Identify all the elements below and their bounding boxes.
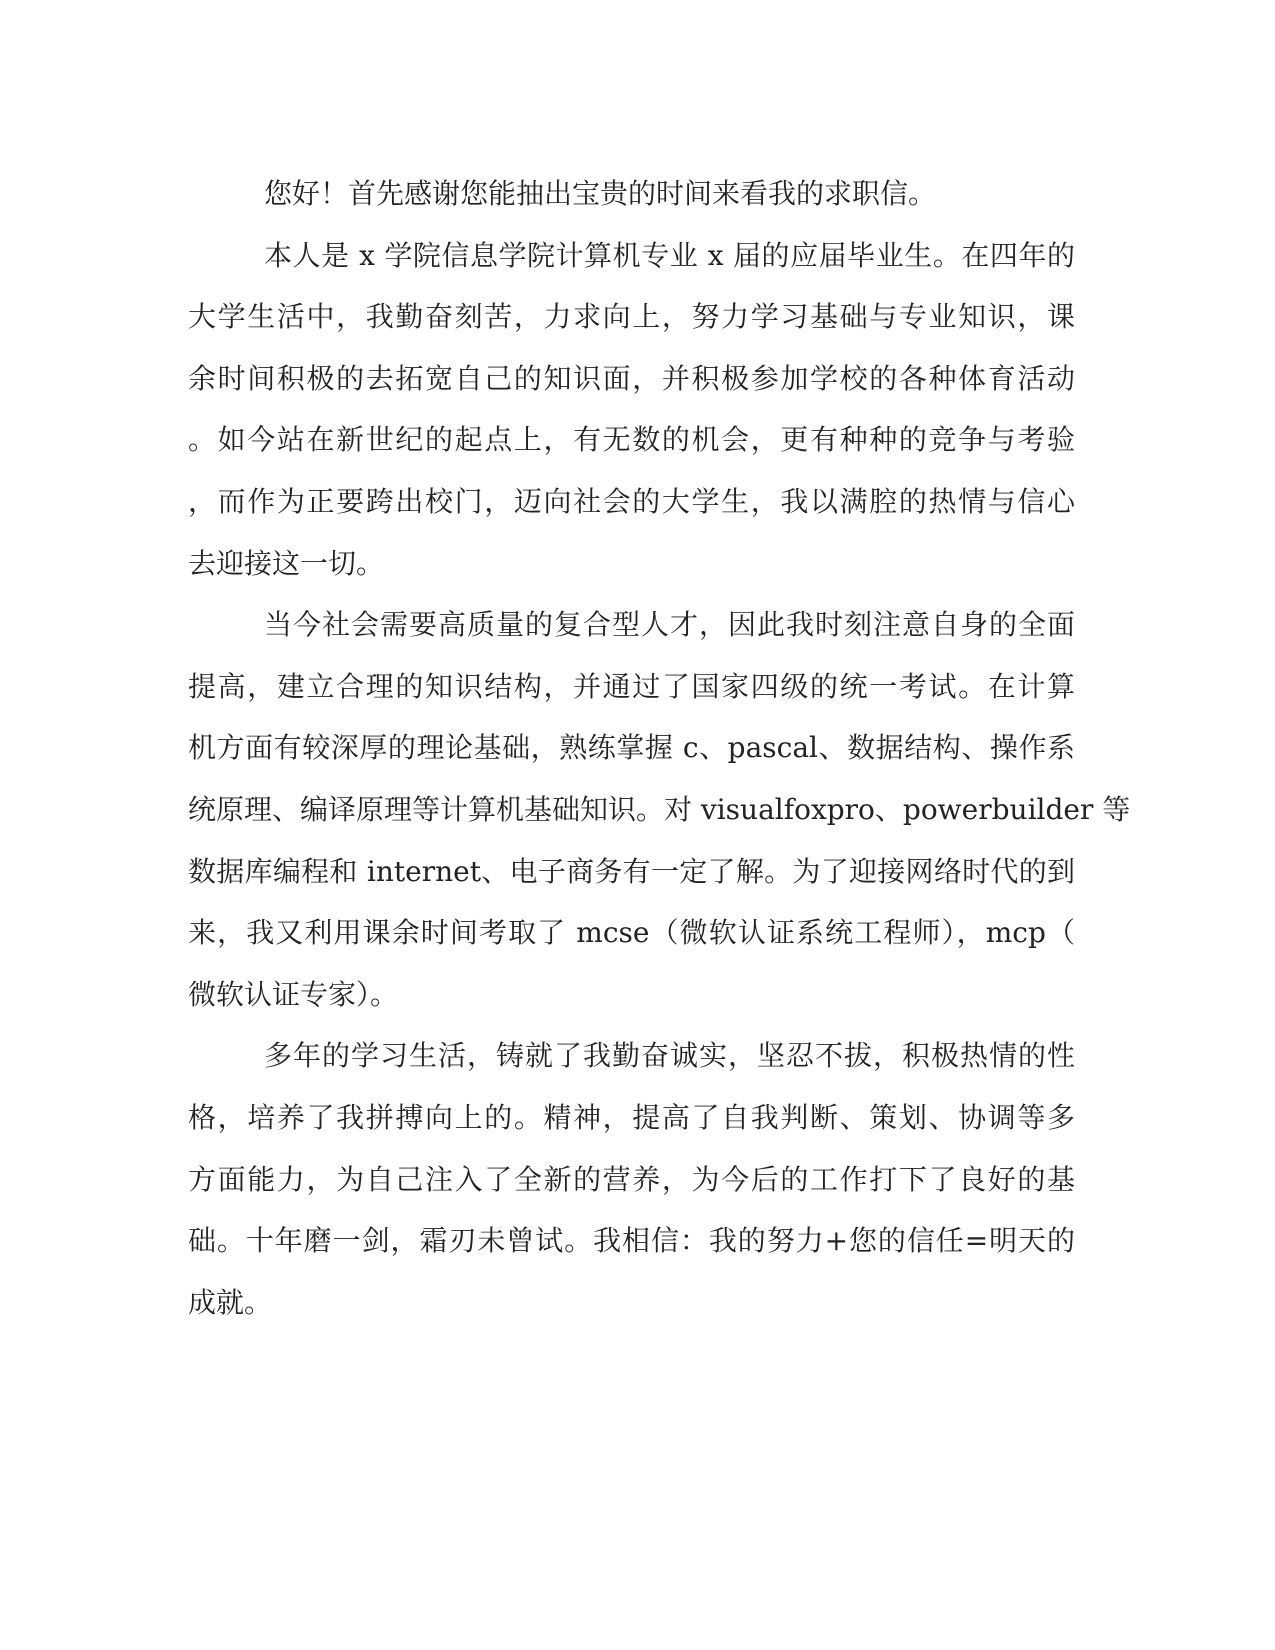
paragraph-introduction bbox=[188, 225, 1075, 595]
text-line: 成就。 bbox=[188, 1285, 273, 1319]
text-line: 大学生活中，我勤奋刻苦，力求向上，努力学习基础与专业知识，课 bbox=[188, 300, 1075, 334]
text-line: 您好！首先感谢您能抽出宝贵的时间来看我的求职信。 bbox=[264, 177, 937, 210]
paragraph-greeting bbox=[188, 163, 1075, 225]
text-line: 格，培养了我拼搏向上的。精神，提高了自我判断、策划、协调等多 bbox=[188, 1100, 1075, 1134]
text-line: 提高，建立合理的知识结构，并通过了国家四级的统一考试。在计算 bbox=[188, 669, 1075, 703]
text-line: 统原理、编译原理等计算机基础知识。对 visualfoxpro、powerbuilder 等 bbox=[188, 792, 1131, 826]
text-line: 础。十年磨一剑，霜刃未曾试。我相信：我的努力+您的信任=明天的 bbox=[188, 1224, 1075, 1258]
text-line: 数据库编程和 internet、电子商务有一定了解。为了迎接网络时代的到 bbox=[188, 854, 1075, 888]
text-line: ，而作为正要跨出校门，迈向社会的大学生，我以满腔的热情与信心 bbox=[188, 484, 1075, 518]
text-line: 多年的学习生活，铸就了我勤奋诚实，坚忍不拔，积极热情的性 bbox=[264, 1039, 1075, 1073]
text-line: 本人是 x 学院信息学院计算机专业 x 届的应届毕业生。在四年的 bbox=[264, 238, 1075, 272]
text-line: 余时间积极的去拓宽自己的知识面，并积极参加学校的各种体育活动 bbox=[188, 361, 1075, 395]
text-line: 当今社会需要高质量的复合型人才，因此我时刻注意自身的全面 bbox=[264, 608, 1075, 642]
text-line: 微软认证专家）。 bbox=[188, 977, 399, 1011]
text-line: 去迎接这一切。 bbox=[188, 546, 385, 580]
text-line: 方面能力，为自己注入了全新的营养，为今后的工作打下了良好的基 bbox=[188, 1162, 1075, 1196]
letter-body bbox=[188, 163, 1131, 1333]
text-line: 来，我又利用课余时间考取了 mcse（微软认证系统工程师），mcp（ bbox=[188, 916, 1075, 950]
text-line: 机方面有较深厚的理论基础，熟练掌握 c、pascal、数据结构、操作系 bbox=[188, 731, 1075, 765]
paragraph-character bbox=[188, 1025, 1075, 1333]
text-line: 。如今站在新世纪的起点上，有无数的机会，更有种种的竞争与考验 bbox=[188, 423, 1075, 457]
paragraph-skills bbox=[188, 594, 1131, 1025]
